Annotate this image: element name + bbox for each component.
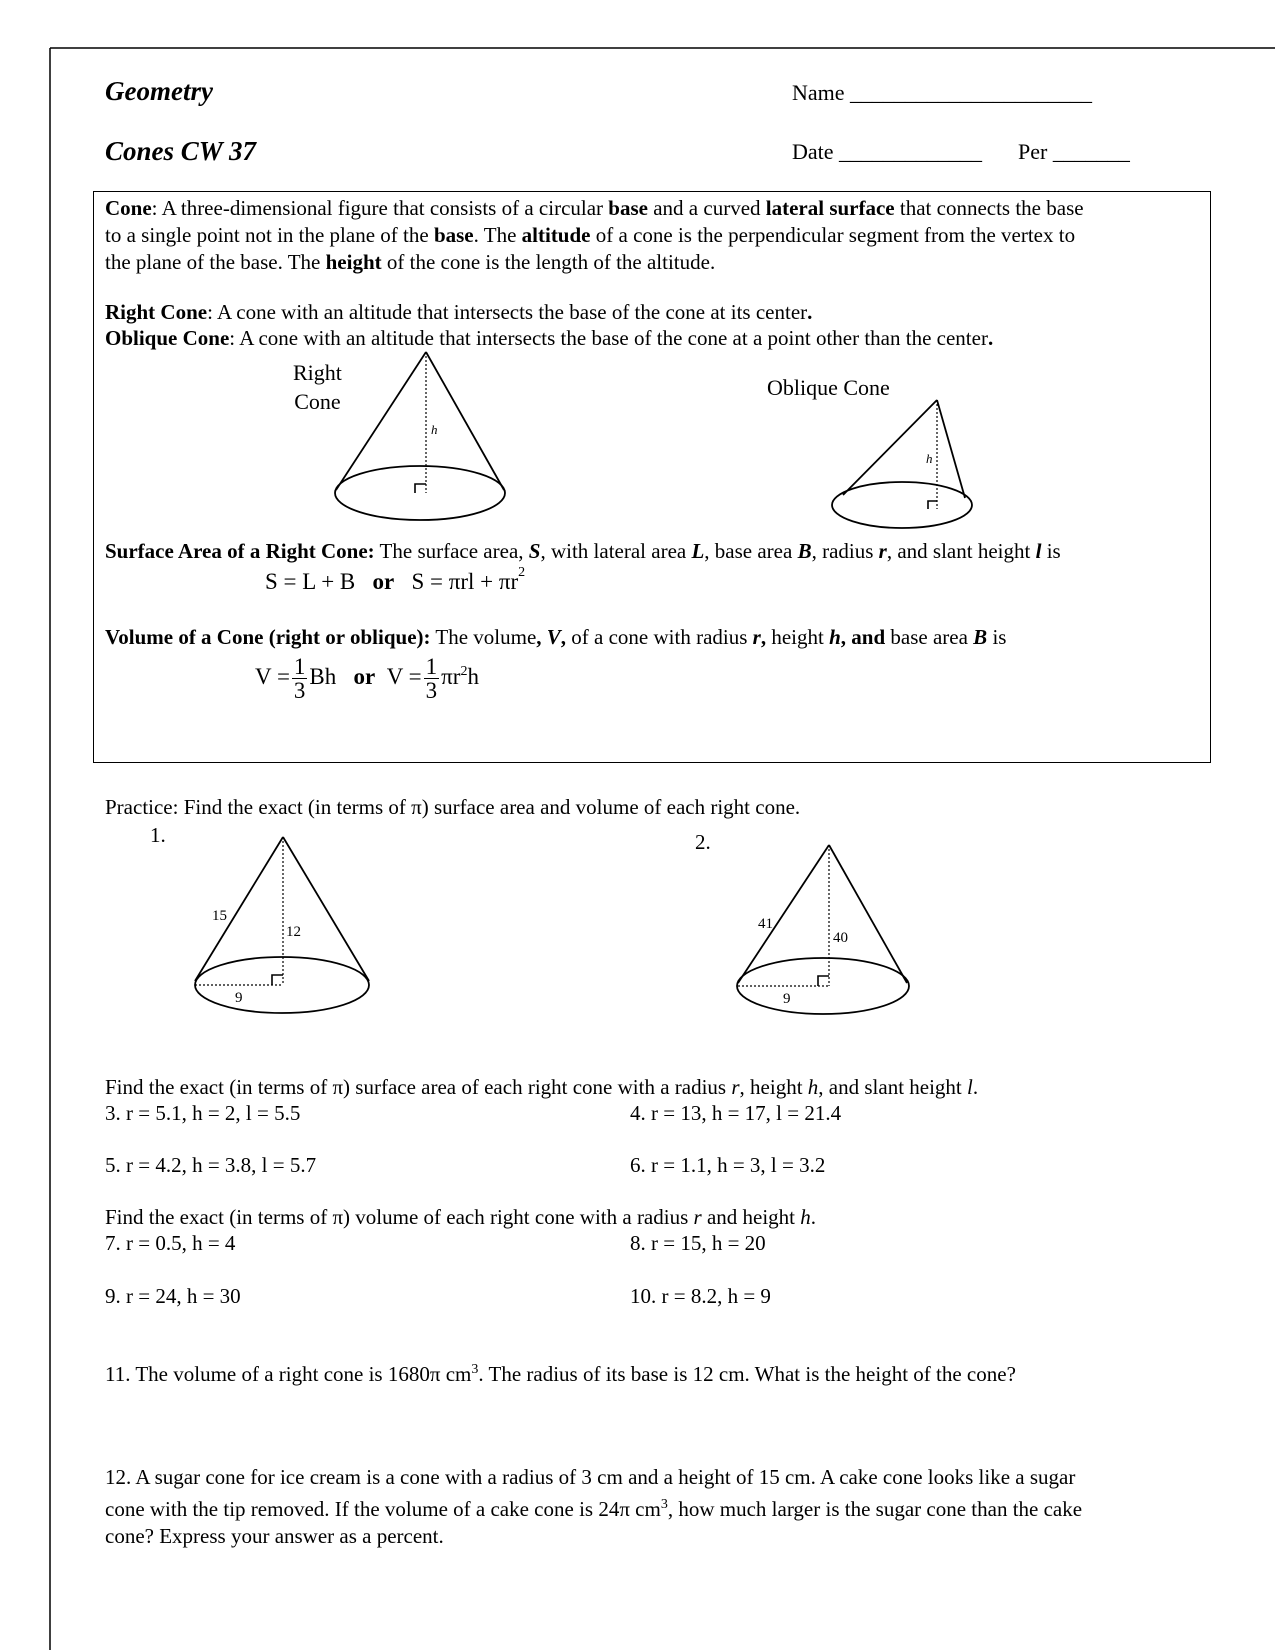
cone-definition: Cone: A three-dimensional figure that consists of a circular base and a curved lateral surface that connects the base to a single point not in the plane of the base. The altitude of a cone is the perpendicular segment from the vertex to the plane of the base. The height of the cone is the length of the altitude. [105,196,1084,274]
right-cone-diagram [335,350,515,525]
problem-6: 6. r = 1.1, h = 3, l = 3.2 [630,1153,826,1177]
oblique-cone-diagram [830,398,975,528]
problem-3: 3. r = 5.1, h = 2, l = 5.5 [105,1101,301,1125]
problem-2-cone [736,843,921,1018]
problem-1-cone [190,835,375,1015]
oblique-cone-h-label: h [926,451,933,466]
problem-9: 9. r = 24, h = 30 [105,1284,241,1308]
problem-2-number: 2. [695,830,711,854]
surface-area-formula: S = L + B or $S = \pi rl + \pi r^2$ [265,565,526,594]
worksheet-title: Cones CW 37 [105,136,257,166]
problem-11: 11. The volume of a right cone is 1680π $cm^3$. The radius of its base is 12 cm. What is the height of the cone? [105,1362,1016,1386]
volume-instructions: Find the exact (in terms of π) volume of each right cone with a radius r and height h. [105,1205,817,1229]
right-cone-definition: Right Cone: A cone with an altitude that intersects the base of the cone at its center. [105,300,813,324]
problem-7: 7. r = 0.5, h = 4 [105,1231,236,1255]
period-field[interactable]: Per _______ [1018,139,1130,164]
practice-instructions: Practice: Find the exact (in terms of π) surface area and volume of each right cone. [105,795,801,819]
problem-10: 10. r = 8.2, h = 9 [630,1284,771,1308]
oblique-cone-definition: Oblique Cone: A cone with an altitude that intersects the base of the cone at a point other than the center. [105,326,994,350]
problem-5: 5. r = 4.2, h = 3.8, l = 5.7 [105,1153,317,1177]
problem-2-height-label: 40 [833,930,848,946]
right-cone-h-label: h [431,422,438,437]
volume-formula: V = $\frac{1}{3}$ Bh or V = $\frac{1}{3}$ $\pi r^2h$ [255,654,479,703]
problem-4: 4. r = 13, h = 17, l = 21.4 [630,1101,842,1125]
problem-1-height-label: 12 [286,924,301,940]
volume-description: Volume of a Cone (right or oblique): The volume, V, of a cone with radius r, height h, and base area B is [105,625,1007,649]
problem-2-radius-label: 9 [783,991,791,1007]
problem-12: 12. A sugar cone for ice cream is a cone with a radius of 3 cm and a height of 15 cm. A cake cone looks like a sugar cone with the tip removed. If the volume of a cake cone is 24π $cm^3$, how much larger is the sugar cone than the cake cone? Express your answer as a percent. [105,1465,1083,1548]
problem-2-slant-label: 41 [758,916,773,932]
problem-1-number: 1. [150,823,166,847]
name-field[interactable]: Name ______________________ [792,80,1093,105]
problem-8: 8. r = 15, h = 20 [630,1231,766,1255]
right-cone-label: Right Cone [293,360,342,414]
date-field[interactable]: Date _____________ [792,139,983,164]
problem-1-slant-label: 15 [212,908,227,924]
course-title: Geometry [105,76,213,106]
surface-area-description: Surface Area of a Right Cone: The surface area, S, with lateral area L, base area B, radius r, and slant height l is [105,539,1061,563]
oblique-cone-label: Oblique Cone [767,375,890,400]
problem-1-radius-label: 9 [235,990,243,1006]
surface-area-instructions: Find the exact (in terms of π) surface area of each right cone with a radius r, height h, and slant height l. [105,1075,979,1099]
